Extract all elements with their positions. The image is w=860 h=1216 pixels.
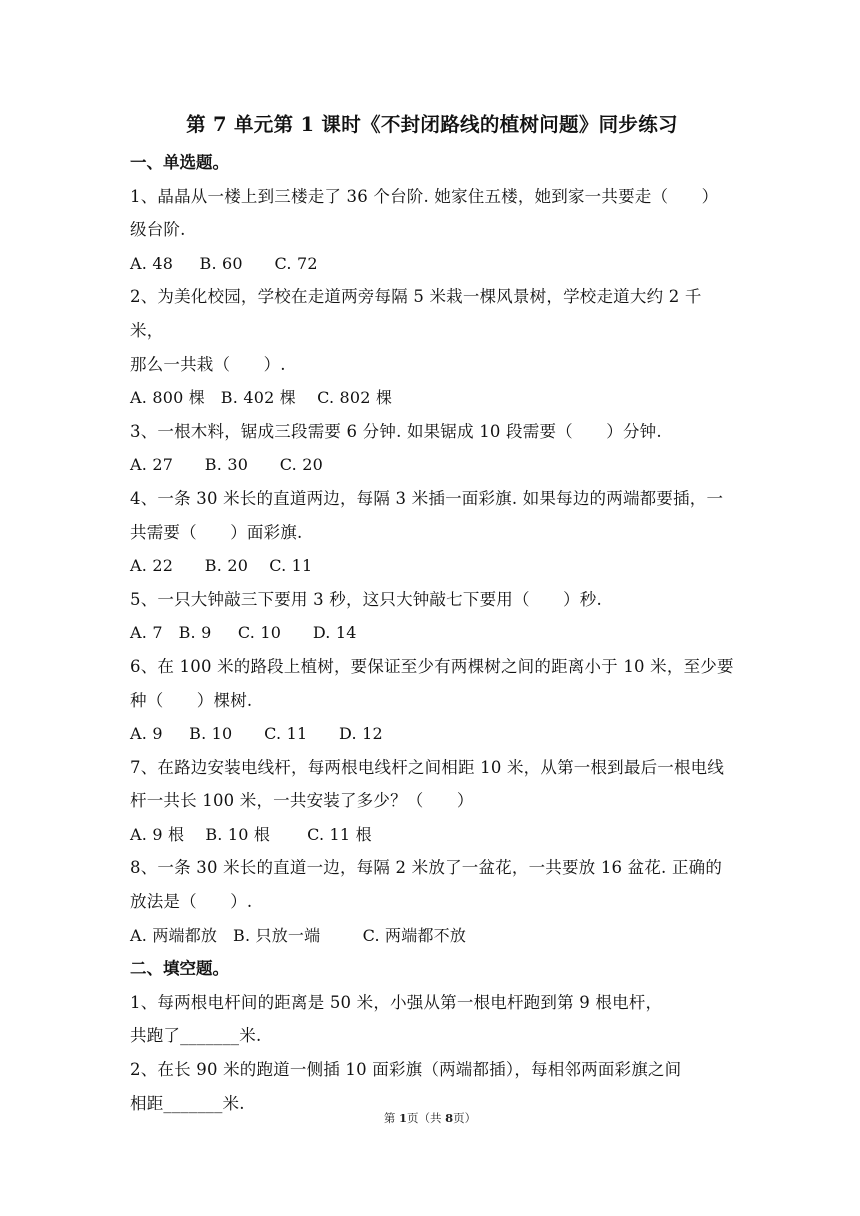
question-text: 级台阶. bbox=[130, 220, 186, 240]
answer-options: A. 9 根 B. 10 根 C. 11 根 bbox=[130, 824, 372, 844]
question-text: 2、在长 90 米的跑道一侧插 10 面彩旗（两端都插），每相邻两面彩旗之间 bbox=[130, 1060, 682, 1080]
question-text: 那么一共栽（ ）. bbox=[130, 354, 286, 374]
answer-options: A. 22 B. 20 C. 11 bbox=[130, 556, 313, 576]
document-title: 第 7 单元第 1 课时《不封闭路线的植树问题》同步练习 bbox=[186, 113, 678, 136]
question-text: 4、一条 30 米长的直道两边，每隔 3 米插一面彩旗. 如果每边的两端都要插，一 bbox=[130, 488, 724, 508]
section-heading: 一、单选题。 bbox=[130, 153, 229, 172]
question-text: 8、一条 30 米长的直道一边，每隔 2 米放了一盆花，一共要放 16 盆花. 正确的 bbox=[130, 858, 723, 878]
footer-prefix: 第 bbox=[383, 1111, 399, 1125]
question-item bbox=[130, 986, 734, 1053]
question-text: 1、每两根电杆间的距离是 50 米，小强从第一根电杆跑到第 9 根电杆， bbox=[130, 992, 663, 1012]
page-footer bbox=[0, 1110, 860, 1126]
question-text: 6、在 100 米的路段上植树，要保证至少有两棵树之间的距离小于 10 米，至少要 bbox=[130, 656, 734, 676]
question-text: 5、一只大钟敲三下要用 3 秒，这只大钟敲七下要用（ ）秒. bbox=[130, 589, 602, 609]
answer-options: A. 7 B. 9 C. 10 D. 14 bbox=[130, 623, 357, 643]
answer-options: A. 两端都放 B. 只放一端 C. 两端都不放 bbox=[130, 925, 467, 945]
answer-options: A. 800 棵 B. 402 棵 C. 802 棵 bbox=[130, 388, 393, 408]
section-fill-in bbox=[130, 952, 734, 1120]
footer-suffix: 页） bbox=[453, 1111, 477, 1125]
question-text: 种（ ）棵树. bbox=[130, 690, 253, 710]
question-item bbox=[130, 851, 734, 952]
question-text: 1、晶晶从一楼上到三楼走了 36 个台阶. 她家住五楼，她到家一共要走（ ） bbox=[130, 186, 719, 206]
question-text: 3、一根木料，锯成三段需要 6 分钟. 如果锯成 10 段需要（ ）分钟. bbox=[130, 421, 662, 441]
footer-middle: 页（共 bbox=[407, 1111, 446, 1125]
footer-page-number: 1 bbox=[398, 1111, 407, 1125]
question-item bbox=[130, 280, 734, 414]
question-item bbox=[130, 583, 734, 650]
footer-total-pages: 8 bbox=[445, 1111, 454, 1125]
section-heading: 二、填空题。 bbox=[130, 959, 229, 979]
question-item bbox=[130, 650, 734, 751]
question-text: 2、为美化校园，学校在走道两旁每隔 5 米栽一棵风景树，学校走道大约 2 千米， bbox=[130, 287, 702, 340]
question-text: 相距_______米. bbox=[130, 1093, 245, 1113]
answer-options: A. 9 B. 10 C. 11 D. 12 bbox=[130, 724, 383, 744]
section-single-choice bbox=[130, 146, 734, 952]
question-text: 7、在路边安装电线杆，每两根电线杆之间相距 10 米，从第一根到最后一根电线 bbox=[130, 757, 725, 777]
answer-options: A. 27 B. 30 C. 20 bbox=[130, 455, 324, 475]
question-text: 杆一共长 100 米，一共安装了多少？（ ） bbox=[130, 791, 474, 811]
question-item bbox=[130, 415, 734, 482]
question-text: 共跑了_______米. bbox=[130, 1026, 262, 1046]
answer-options: A. 48 B. 60 C. 72 bbox=[130, 253, 318, 273]
question-item bbox=[130, 482, 734, 583]
question-item bbox=[130, 180, 734, 281]
question-text: 共需要（ ）面彩旗. bbox=[130, 522, 303, 542]
question-text: 放法是（ ）. bbox=[130, 892, 253, 912]
question-item bbox=[130, 751, 734, 852]
